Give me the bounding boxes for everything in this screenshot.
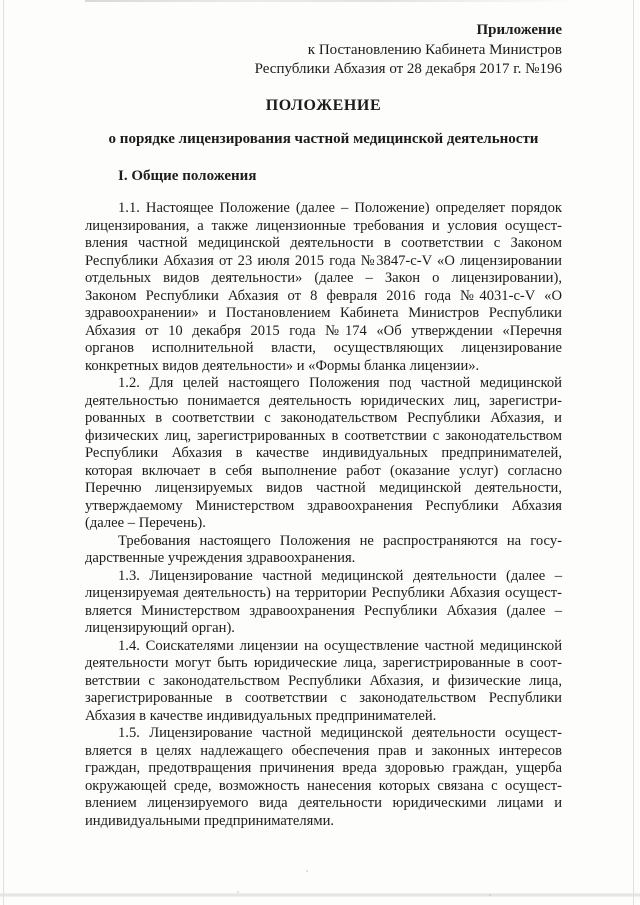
text-line: Требования настоящего Положения не распространяются на госу- [118,532,562,549]
appendix-header-line: Приложение [476,22,562,38]
text-line: физических лиц, зарегистрированных в соответствии с законодательством [85,427,562,444]
paragraph [85,568,562,638]
text-line: лицензирования, а также лицензионные требования и условия осущест- [85,217,562,234]
scan-artifact-right-edge [633,0,634,905]
text-line: Абхазия в качестве индивидуальных предпринимателей. [85,707,437,724]
paragraph [85,725,562,830]
text-line: деятельности могут быть юридические лица, зарегистрированные в соот- [85,655,562,671]
text-line: 1.1. Настоящее Положение (далее – Положение) определяет порядок [118,200,562,216]
scan-speck [489,894,491,896]
scan-artifact-left-edge [3,0,4,905]
text-line: 1.2. Для целей настоящего Положения под частной медицинской [118,375,562,391]
text-line: вляется в целях надлежащего обеспечения прав и законных интересов [85,742,562,759]
text-line: конкретных видов деятельности» и «Формы бланка лицензии». [85,357,480,374]
paragraph [85,533,562,568]
document-subtitle: о порядке лицензирования частной медицинской деятельности [108,130,539,147]
appendix-header-line: Республики Абхазия от 28 декабря 2017 г. №196 [254,61,562,77]
document-body [85,200,562,830]
text-line: Республики Абхазия в качестве индивидуальных предпринимателей, [85,445,562,461]
scan-speck [237,891,239,893]
text-line: которая включает в себя выполнение работ (оказание услуг) согласно [85,462,562,479]
paragraph [85,375,562,533]
paragraph [85,200,562,375]
text-line: дарственные учреждения здравоохранения. [85,550,356,566]
page-content [85,0,562,830]
text-line: 1.5. Лицензирование частной медицинской деятельности осущест- [118,725,562,741]
text-line: утверждаемому Министерством здравоохранения Республики Абхазия [85,497,562,514]
text-line: лицензирующий орган). [85,620,235,636]
scan-artifact-bottom-band [0,893,640,897]
text-line: влением лицензируемого вида деятельности юридическими лицами и [85,795,562,811]
text-line: граждан, предотвращения причинения вреда здоровью граждан, ущерба [85,760,562,776]
text-line: Абхазия от 10 декабря 2015 года №174 «Об утверждении «Перечня [85,322,562,339]
text-line: зарегистрированные в соответствии с законодательством Республики [85,690,562,706]
text-line: (далее – Перечень). [85,515,206,531]
text-line: лицензируемая деятельность) на территории Республики Абхазия осущест- [85,585,562,601]
text-line: Законом Республики Абхазия от 8 февраля 2016 года №4031-с-V «О [85,287,562,304]
text-line: вляется Министерством здравоохранения Республики Абхазия (далее – [85,602,562,619]
section-heading: I. Общие положения [118,167,257,184]
text-line: вления частной медицинской деятельности в соответствии с Законом [85,235,562,251]
text-line: Перечню лицензируемых видов частной медицинской деятельности, [85,480,562,496]
text-line: 1.3. Лицензирование частной медицинской деятельности (далее – [118,567,562,584]
text-line: отдельных видов деятельности» (далее – Закон о лицензировании), [85,270,562,286]
text-line: здравоохранении» и Постановлением Кабинета Министров Республики [85,305,562,321]
text-line: органов исполнительной власти, осуществляющих лицензирование [85,340,562,356]
text-line: ветствии с законодательством Республики Абхазия, и физические лица, [85,672,562,689]
scan-speck [306,870,308,872]
appendix-header [85,21,562,80]
text-line: рованных в соответствии с законодательством Республики Абхазия, и [85,410,562,426]
document-title: ПОЛОЖЕНИЕ [265,96,382,114]
text-line: окружающей среде, возможность нанесения которых связана с осущест- [85,777,562,794]
appendix-header-line: к Постановлению Кабинета Министров [307,41,562,58]
text-line: Республики Абхазия от 23 июля 2015 года №3847-с-V «О лицензировании [85,252,562,269]
text-line: 1.4. Соискателями лицензии на осуществление частной медицинской [118,637,562,654]
text-line: деятельностью понимается деятельность юридических лиц, зарегистри- [85,392,562,409]
paragraph [85,638,562,726]
text-line: индивидуальными предпринимателями. [85,812,335,829]
